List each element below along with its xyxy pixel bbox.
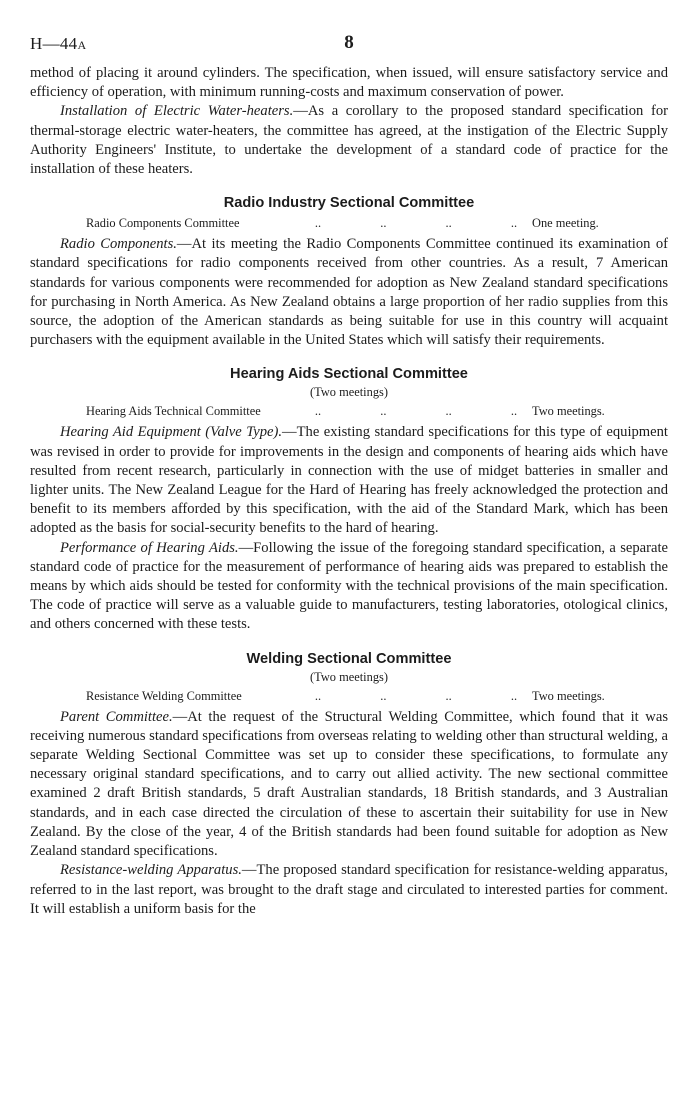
paragraph-body: —As a corollary to the proposed standard specification for thermal-storage electric water-heaters, the committee has agreed, at the instigation of the Electric Supply Authority Engineers' Institute, to undertake the development of a standard code of practice for the installation of these heaters. bbox=[30, 103, 668, 178]
section-title-hearing: Hearing Aids Sectional Committee bbox=[230, 366, 468, 383]
committee-line-radio bbox=[30, 214, 668, 232]
section-title-welding: Welding Sectional Committee bbox=[246, 650, 452, 667]
leader-dot: .. bbox=[445, 404, 452, 419]
page-header bbox=[30, 30, 668, 64]
committee-line-hearing bbox=[30, 402, 668, 420]
paragraph-body: —At the request of the Structural Welding Committee, which found that it was receiving numerous standard specifications from overseas relating to welding other than structural welding, a separate Welding Sectional Committee was set up to consider these specifications, to formulate any necessary original standard specifications, and to carry out allied activity. The new sectional committee examined 2 draft British standards, 5 draft Australian standards, 18 British standards, and 3 Australian standards, and in each case directed the circulation of these to ascertain their suitability for use in New Zealand. By the close of the year, 4 of the British standards had been found suitable for adoption as New Zealand standard specifications. bbox=[30, 708, 668, 860]
leader-dot: .. bbox=[380, 688, 387, 703]
doc-ref-main: H—44 bbox=[30, 34, 78, 53]
committee-name: Radio Components Committee bbox=[86, 216, 240, 231]
paragraph-body: —The proposed standard specification for resistance-welding apparatus, referred to in the last report, was brought to the draft stage and circulated to interested parties for comment. It will establish a uniform basis for the bbox=[30, 862, 668, 917]
intro-paragraph-2 bbox=[30, 102, 668, 179]
section-subtitle-welding: (Two meetings) bbox=[310, 669, 388, 684]
paragraph-body: —Following the issue of the foregoing standard specification, a separate standard code of practice for the measurement of performance of hearing aids was prepared to establish the means by which aids should be tested for conformity with the technical provisions of the main specification. The code of practice will serve as a valuable guide to manufacturers, testing laboratories, otological clinics, and others concerned with these tests. bbox=[30, 539, 668, 633]
hearing-paragraph-1 bbox=[30, 423, 668, 538]
leader-dot: .. bbox=[314, 688, 322, 703]
paragraph-body: —At its meeting the Radio Components Committee continued its examination of standard specifications for radio components received from other countries. As a result, 7 American standards for various components were recommended for adoption as New Zealand standard specifications for purchasing in North America. As New Zealand obtains a large proportion of her radio supplies from this source, the adoption of the American standards as being suitable for use in this country will acquaint purchasers with the equipment available in the United States which will satisfy their requirements. bbox=[30, 236, 668, 349]
leader-dot: .. bbox=[314, 404, 322, 419]
paragraph-heading: Radio Components. bbox=[60, 236, 177, 253]
leader-dot: .. bbox=[510, 688, 518, 703]
leader-dot: .. bbox=[380, 404, 387, 419]
leader-dots bbox=[312, 402, 532, 420]
paragraph-heading: Installation of Electric Water-heaters. bbox=[60, 103, 294, 120]
meeting-count: Two meetings. bbox=[532, 404, 605, 419]
welding-paragraph-1 bbox=[30, 708, 668, 862]
radio-paragraph-1 bbox=[30, 235, 668, 350]
paragraph-heading: Hearing Aid Equipment (Valve Type). bbox=[60, 424, 283, 441]
document-page bbox=[30, 30, 668, 919]
paragraph-body: —The existing standard specifications for this type of equipment was revised in order to provide for improvements in the design and components of hearing aids which have resulted from recent research, particularly in connection with the use of midget batteries in smaller and lighter units. The New Zealand League for the Hard of Hearing has freely acknowledged the protection and benefit to its members afforded by this specification, with the aid of the Standard Mark, which has been adopted as the basis for social-security benefits to the hard of hearing. bbox=[30, 424, 668, 537]
page-number: 8 bbox=[344, 32, 354, 53]
leader-dot: .. bbox=[445, 688, 452, 703]
paragraph-heading: Performance of Hearing Aids. bbox=[60, 539, 239, 556]
doc-ref-suffix: A bbox=[77, 38, 87, 52]
paragraph-heading: Resistance-welding Apparatus. bbox=[60, 862, 242, 879]
committee-line-welding bbox=[30, 687, 668, 705]
leader-dot: .. bbox=[314, 216, 322, 231]
leader-dot: .. bbox=[380, 216, 387, 231]
leader-dot: .. bbox=[510, 216, 518, 231]
leader-dots bbox=[312, 214, 532, 232]
intro-paragraph-1: method of placing it around cylinders. The specification, when issued, will ensure satisfactory service and efficiency of operation, with minimum running-costs and maximum conservation of power. bbox=[30, 65, 668, 101]
meeting-count: One meeting. bbox=[532, 216, 599, 231]
hearing-paragraph-2 bbox=[30, 539, 668, 635]
leader-dot: .. bbox=[445, 216, 452, 231]
meeting-count: Two meetings. bbox=[532, 688, 605, 703]
paragraph-heading: Parent Committee. bbox=[60, 708, 173, 725]
leader-dots bbox=[312, 687, 532, 705]
section-title-radio: Radio Industry Sectional Committee bbox=[223, 195, 475, 212]
leader-dot: .. bbox=[510, 404, 518, 419]
committee-name: Resistance Welding Committee bbox=[86, 688, 242, 703]
committee-name: Hearing Aids Technical Committee bbox=[86, 404, 261, 419]
welding-paragraph-2 bbox=[30, 861, 668, 919]
section-subtitle-hearing: (Two meetings) bbox=[310, 385, 388, 400]
